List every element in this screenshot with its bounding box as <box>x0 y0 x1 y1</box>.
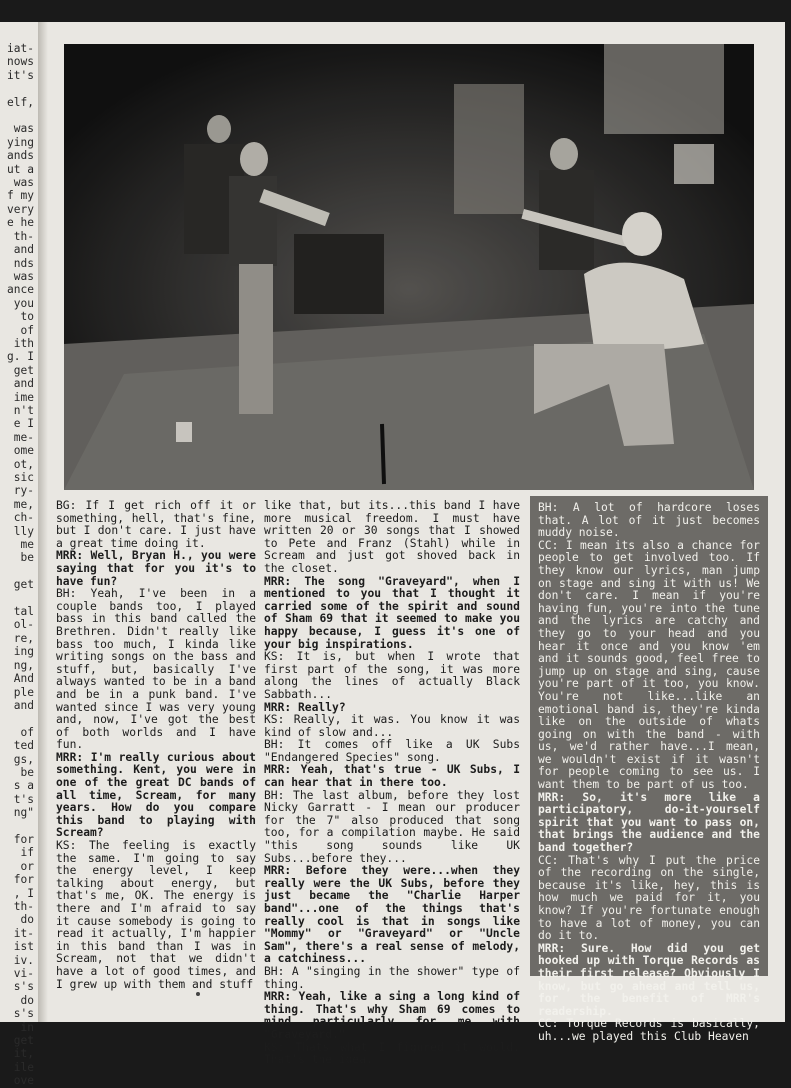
page-gutter <box>38 22 48 1022</box>
previous-column-line: ol- <box>13 618 34 632</box>
previous-column-line: And <box>13 672 34 686</box>
previous-column-line: ry- <box>13 484 34 498</box>
interview-answer: CC: I mean its also a chance for people to get involved too. If they know our lyrics, man jump on stage and sing it with us! We don't care. I mean if you're having fun, you're into the tune and the lyrics are catchy and they go to your head and you hear it once and you know 'em and it sounds good, feel free to jump up on stage and sing, cause you're part of it too, you know. You're not like...like an emotional band is, they're kinda like on the outside of whats going on with the band - with us, we'd rather have...I mean, we wouldn't exist if it wasn't for people coming to see us. I want them to be part of us too. <box>538 538 760 792</box>
interview-answer: like that, but its...this band I have more musical freedom. I must have written 20 or 30 songs that I showed to Pete and Franz (Stahl) while in Scream and just got shoved back in the closet. <box>264 499 520 575</box>
previous-column-line: s's <box>13 1007 34 1021</box>
interview-question: MRR: Sure. How did you get hooked up with Torque Records as their first release? Obviously I know, but go ahead and tell us, for the benefit of MRR's readership. <box>538 941 760 1018</box>
previous-column-line: ted <box>13 739 34 753</box>
interview-question: MRR: So, it's more like a participatory, do-it-yourself spirit that you want to pass on, that brings the audience and the band together? <box>538 790 760 855</box>
previous-column-line: ove <box>13 1074 34 1088</box>
previous-column-line: ith <box>13 336 34 350</box>
previous-column-line: th- <box>13 229 34 243</box>
interview-question: MRR: Yeah, like a sing a long kind of thing. That's why Sham 69 comes to mind particularly for me with "Graveyard." <box>264 990 520 1041</box>
interview-question: MRR: Well, Bryan H., you were saying that for you it's to have fun? <box>56 549 256 588</box>
previous-column-line: , I <box>13 886 34 900</box>
previous-column-line <box>0 712 34 725</box>
previous-column-line: f my <box>7 189 34 203</box>
interview-question: MRR: I'm really curious about something. Kent, you were in one of the great DC bands of all time, Scream, for many years. How do you compare this band to playing with Scream? <box>56 750 256 840</box>
interview-question: MRR: The song "Graveyard", when I mentioned to you that I thought it carried some of the spirit and sound of Sham 69 that it seemed to make you happy because, I guess it's one of your big inspirations. <box>264 574 520 651</box>
band-photo <box>64 44 754 490</box>
previous-column-line: ist <box>13 940 34 954</box>
previous-column-line: nows <box>7 55 34 69</box>
previous-column-line: of <box>20 725 34 739</box>
previous-column-line: ut a <box>7 162 34 176</box>
page-mark <box>196 992 200 996</box>
previous-column-line: in <box>20 1020 34 1034</box>
previous-column-line: th- <box>13 900 34 913</box>
interview-answer: KS: The feeling is exactly the same. I'm going to say the energy level, I keep talking about energy, but that's me, OK. The energy is there and I'm afraid to say it cause somebody is going to read it actually, I'm happier in this band than I was in Scream, not that we didn't have a lot of good times, and I grew up with them and stuff <box>56 839 256 991</box>
previous-column-line: iv. <box>13 953 34 967</box>
previous-column-line: e I <box>13 417 34 431</box>
previous-column-line: and <box>13 377 34 391</box>
interview-answer: BH: It comes off like a UK Subs "Endangered Species" song. <box>264 738 520 764</box>
previous-column-line: ands <box>7 149 34 163</box>
previous-column-line: me, <box>13 497 34 511</box>
previous-column-line: ot, <box>13 457 34 471</box>
previous-column-line: s a <box>13 779 34 793</box>
previous-column-line: very <box>7 202 34 216</box>
previous-column-line: gs, <box>13 752 34 766</box>
interview-answer: CC: Torque Records is basically, uh...we played this Club Heaven <box>538 1017 760 1043</box>
previous-column-line: was <box>13 269 34 283</box>
previous-column-line: ying <box>7 135 34 149</box>
previous-column-line: do <box>20 993 34 1007</box>
previous-column-line: vi- <box>13 967 34 981</box>
previous-column-line <box>0 109 34 122</box>
interview-answer: BH: Yeah, I've been in a couple bands too, I played bass in this band called the Brethren. Didn't really like bass too much, I kinda like writing songs on the bass and stuff, but, basically I've always wanted to be in a band and be in a punk band. I've wanted since I was very young and, now, I've got the best of both worlds and I have fun. <box>56 587 256 752</box>
previous-column-line: sic <box>13 471 34 484</box>
previous-column-line: do <box>20 913 34 927</box>
previous-column-line: iat- <box>7 42 34 55</box>
interview-answer: KS: Thats what I figured it would. That's the idea. <box>264 1040 520 1067</box>
previous-column-line: and <box>13 698 34 712</box>
previous-column-line: me- <box>13 430 34 444</box>
previous-column-line <box>0 820 34 833</box>
previous-column-line: re, <box>13 631 34 645</box>
previous-column-line: get <box>13 363 34 377</box>
interview-answer: BH: A lot of hardcore loses that. A lot of it just becomes muddy noise. <box>538 501 760 540</box>
previous-column-line <box>0 82 34 95</box>
previous-column-line: nds <box>13 256 34 270</box>
previous-column-line: n't <box>13 403 34 417</box>
previous-column-line: for <box>13 873 34 887</box>
previous-column-line: tal <box>13 605 34 619</box>
previous-column-line: was <box>13 122 34 136</box>
previous-column-line: g. I <box>7 350 34 364</box>
interview-answer: CC: That's why I put the price of the recording on the single, because it's like, hey, this is how much we paid for it, you know? If you're fortunate enough to have a lot of money, you can do it to. <box>538 853 760 943</box>
interview-question: MRR: Yeah, that's true - UK Subs, I can hear that in there too. <box>264 763 520 790</box>
interview-question: MRR: Really? <box>264 700 346 714</box>
previous-column-line: or <box>20 859 34 873</box>
previous-column-line: get <box>13 578 34 592</box>
previous-column-line: it's <box>7 68 34 82</box>
previous-column-line: ch- <box>13 511 34 525</box>
interview-answer: KS: Really, it was. You know it was kind of slow and... <box>264 713 520 739</box>
previous-column-line: get <box>13 1034 34 1048</box>
previous-column-line: ple <box>13 685 34 699</box>
previous-column-line: t's <box>13 792 34 806</box>
interview-answer: BH: The last album, before they lost Nicky Garratt - I mean our producer for the 7" also produced that song too, for a compilation maybe. He said "this song sounds like UK Subs...before they... <box>264 788 520 865</box>
interview-answer: KS: It is, but when I wrote that first part of the song, it was more along the lines of actually Black Sabbath... <box>264 650 520 701</box>
previous-column-line: ance <box>7 283 34 297</box>
previous-column-line: me <box>20 538 34 552</box>
previous-column-line: for <box>13 832 34 846</box>
previous-column-line <box>0 565 34 578</box>
previous-column-line: was <box>13 176 34 190</box>
previous-page-column <box>0 42 34 1088</box>
previous-column-line: be <box>20 765 34 779</box>
previous-column-line: you <box>13 296 34 310</box>
interview-answer: BH: A "singing in the shower" type of thing. <box>264 964 520 991</box>
interview-question: MRR: Before they were...when they really were the UK Subs, before they just became the "Charlie Harper band"...one of the things that's really cool is that in songs like "Mommy" or "Graveyard" or "Uncle Sam", there's a real sense of melody, a catchiness... <box>264 864 520 966</box>
previous-column-line: be <box>20 551 34 565</box>
previous-column-line: it- <box>13 926 34 940</box>
previous-column-line: of <box>20 323 34 337</box>
previous-column-line: e he <box>7 216 34 230</box>
band-photo-graphic <box>64 44 754 490</box>
interview-answer: BG: If I get rich off it or something, hell, that's fine, but I don't care. I just have a great time doing it. <box>56 499 256 550</box>
previous-column-line: ime <box>13 390 34 404</box>
previous-column-line: and <box>13 243 34 257</box>
previous-column-line: ng" <box>13 806 34 820</box>
previous-column-line: to <box>20 310 34 324</box>
previous-column-line: ile <box>13 1060 34 1074</box>
article-column-3-shaded <box>530 496 768 1043</box>
article-column-1 <box>56 500 256 991</box>
previous-column-line: ng, <box>13 658 34 672</box>
previous-column-line: ing <box>13 645 34 659</box>
previous-column-line <box>0 592 34 605</box>
previous-column-line: lly <box>13 524 34 538</box>
previous-column-line: s's <box>13 980 34 994</box>
previous-column-line: ome <box>13 444 34 458</box>
previous-column-line: if <box>20 846 34 860</box>
previous-column-line: it, <box>13 1047 34 1061</box>
article-column-2 <box>264 500 520 1067</box>
previous-column-line: elf, <box>7 95 34 109</box>
